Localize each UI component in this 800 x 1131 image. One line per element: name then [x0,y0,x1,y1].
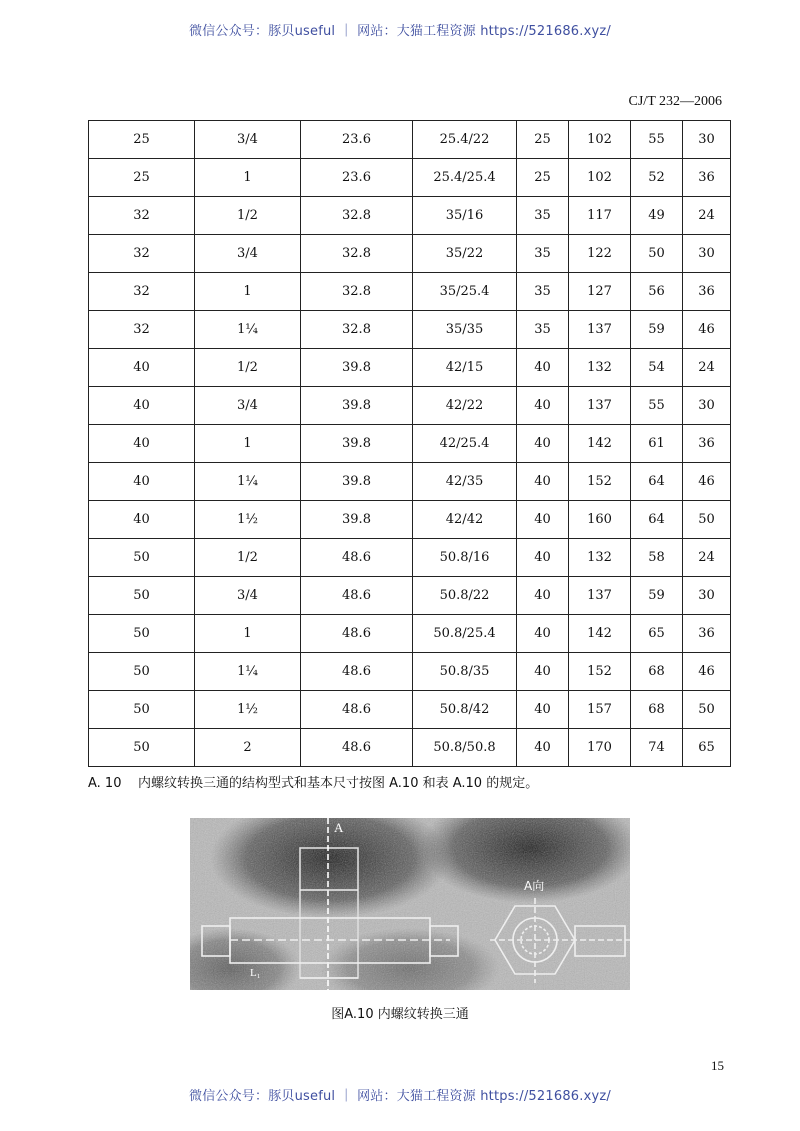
table-row [89,729,731,767]
table-cell: 46 [683,311,731,349]
table-cell: 55 [631,121,683,159]
table-cell: 50 [683,501,731,539]
table-cell: 35 [517,235,569,273]
table-cell: 35 [517,311,569,349]
table-cell: 137 [569,577,631,615]
table-cell: 40 [517,615,569,653]
table-cell: 117 [569,197,631,235]
table-cell: 170 [569,729,631,767]
table-cell: 25 [517,121,569,159]
table-cell: 32.8 [301,197,413,235]
table-cell: 42/15 [413,349,517,387]
page-number: 15 [711,1058,724,1073]
table-row [89,425,731,463]
table-cell: 32.8 [301,235,413,273]
table-cell: 42/35 [413,463,517,501]
table-cell: 1/2 [195,349,301,387]
table-cell: 1¼ [195,311,301,349]
table-cell: 122 [569,235,631,273]
table-cell: 25 [89,159,195,197]
table-cell: 35 [517,197,569,235]
table-cell: 32.8 [301,311,413,349]
table-cell: 42/22 [413,387,517,425]
table-cell: 132 [569,539,631,577]
clause-a10 [88,772,538,791]
table-cell: 1 [195,273,301,311]
table-cell: 3/4 [195,121,301,159]
table-cell: 102 [569,159,631,197]
table-cell: 1 [195,159,301,197]
table-cell: 58 [631,539,683,577]
table-cell: 24 [683,539,731,577]
table-cell: 68 [631,691,683,729]
table-row [89,273,731,311]
table-cell: 1/2 [195,197,301,235]
table-cell: 1¼ [195,463,301,501]
table-cell: 40 [517,387,569,425]
table-row [89,501,731,539]
table-cell: 30 [683,577,731,615]
table-cell: 50.8/25.4 [413,615,517,653]
table-cell: 24 [683,197,731,235]
table-cell: 48.6 [301,653,413,691]
table-cell: 50.8/42 [413,691,517,729]
table-cell: 23.6 [301,159,413,197]
table-cell: 36 [683,273,731,311]
table-row [89,463,731,501]
table-cell: 32.8 [301,273,413,311]
table-cell: 40 [89,425,195,463]
table-cell: 48.6 [301,729,413,767]
figure-tee-drawing [190,818,630,990]
table-cell: 132 [569,349,631,387]
table-cell: 50 [89,691,195,729]
table-cell: 40 [89,463,195,501]
table-cell: 42/25.4 [413,425,517,463]
table-cell: 50 [89,729,195,767]
table-cell: 50.8/22 [413,577,517,615]
table-row [89,159,731,197]
table-cell: 3/4 [195,577,301,615]
table-cell: 32 [89,273,195,311]
table-cell: 40 [89,501,195,539]
table-row [89,121,731,159]
table-cell: 24 [683,349,731,387]
table-cell: 25.4/25.4 [413,159,517,197]
table-cell: 55 [631,387,683,425]
table-cell: 40 [517,653,569,691]
table-cell: 40 [89,349,195,387]
table-cell: 102 [569,121,631,159]
table-cell: 40 [517,729,569,767]
table-row [89,311,731,349]
table-row [89,691,731,729]
table-cell: 50.8/16 [413,539,517,577]
table-cell: 32 [89,197,195,235]
table-cell: 48.6 [301,539,413,577]
table-cell: 142 [569,425,631,463]
table-cell: 2 [195,729,301,767]
table-cell: 1½ [195,691,301,729]
table-cell: 1 [195,615,301,653]
table-cell: 50 [89,577,195,615]
table-cell: 48.6 [301,615,413,653]
table-cell: 35 [517,273,569,311]
clause-number: A. 10 [88,776,122,791]
table-cell: 25 [517,159,569,197]
table-cell: 39.8 [301,387,413,425]
table-cell: 36 [683,615,731,653]
table-cell: 30 [683,235,731,273]
table-row [89,197,731,235]
table-cell: 36 [683,425,731,463]
table-cell: 56 [631,273,683,311]
table-cell: 50 [89,615,195,653]
table-cell: 1½ [195,501,301,539]
table-cell: 50.8/35 [413,653,517,691]
table-cell: 54 [631,349,683,387]
table-cell: 3/4 [195,235,301,273]
table-cell: 50.8/50.8 [413,729,517,767]
table-row [89,539,731,577]
clause-text: 内螺纹转换三通的结构型式和基本尺寸按图 A.10 和表 A.10 的规定。 [138,776,539,791]
watermark-top: 微信公众号：豚贝useful ｜ 网站：大猫工程资源 https://521686.xyz/ [189,24,611,39]
table-cell: 50 [683,691,731,729]
table-cell: 39.8 [301,425,413,463]
table-cell: 48.6 [301,691,413,729]
table-row [89,349,731,387]
table-cell: 50 [631,235,683,273]
table-cell: 40 [517,691,569,729]
table-cell: 160 [569,501,631,539]
table-cell: 23.6 [301,121,413,159]
table-cell: 152 [569,653,631,691]
table-cell: 30 [683,387,731,425]
table-cell: 32 [89,311,195,349]
table-cell: 1 [195,425,301,463]
table-cell: 46 [683,653,731,691]
table-cell: 36 [683,159,731,197]
table-cell: 40 [517,349,569,387]
table-cell: 50 [89,539,195,577]
table-row [89,615,731,653]
table-cell: 59 [631,577,683,615]
table-cell: 157 [569,691,631,729]
table-row [89,387,731,425]
table-cell: 64 [631,501,683,539]
table-cell: 35/25.4 [413,273,517,311]
table-cell: 64 [631,463,683,501]
table-cell: 59 [631,311,683,349]
table-cell: 25 [89,121,195,159]
table-cell: 35/16 [413,197,517,235]
table-row [89,577,731,615]
label-a-top: A [334,820,344,835]
dimension-table [88,120,731,767]
table-cell: 40 [89,387,195,425]
table-cell: 35/22 [413,235,517,273]
table-cell: 50 [89,653,195,691]
table-cell: 40 [517,577,569,615]
table-cell: 39.8 [301,463,413,501]
table-cell: 35/35 [413,311,517,349]
table-row [89,235,731,273]
table-cell: 3/4 [195,387,301,425]
table-cell: 39.8 [301,501,413,539]
standard-code: CJ/T 232—2006 [628,94,722,109]
table-cell: 40 [517,539,569,577]
table-cell: 40 [517,463,569,501]
table-cell: 49 [631,197,683,235]
table-cell: 48.6 [301,577,413,615]
table-cell: 46 [683,463,731,501]
table-cell: 25.4/22 [413,121,517,159]
table-cell: 152 [569,463,631,501]
watermark-bottom: 微信公众号：豚贝useful ｜ 网站：大猫工程资源 https://521686.xyz/ [189,1089,611,1104]
table-cell: 127 [569,273,631,311]
table-cell: 32 [89,235,195,273]
label-l1: L₁ [250,967,261,979]
table-cell: 65 [683,729,731,767]
table-cell: 137 [569,387,631,425]
table-cell: 68 [631,653,683,691]
figure-caption: 图A.10 内螺纹转换三通 [331,1007,469,1022]
table-cell: 40 [517,501,569,539]
table-cell: 52 [631,159,683,197]
table-cell: 137 [569,311,631,349]
table-row [89,653,731,691]
table-cell: 74 [631,729,683,767]
table-cell: 61 [631,425,683,463]
table-cell: 142 [569,615,631,653]
table-cell: 1/2 [195,539,301,577]
table-cell: 42/42 [413,501,517,539]
table-cell: 65 [631,615,683,653]
table-cell: 30 [683,121,731,159]
label-a-side: A向 [524,879,545,893]
table-cell: 40 [517,425,569,463]
table-cell: 1¼ [195,653,301,691]
table-cell: 39.8 [301,349,413,387]
